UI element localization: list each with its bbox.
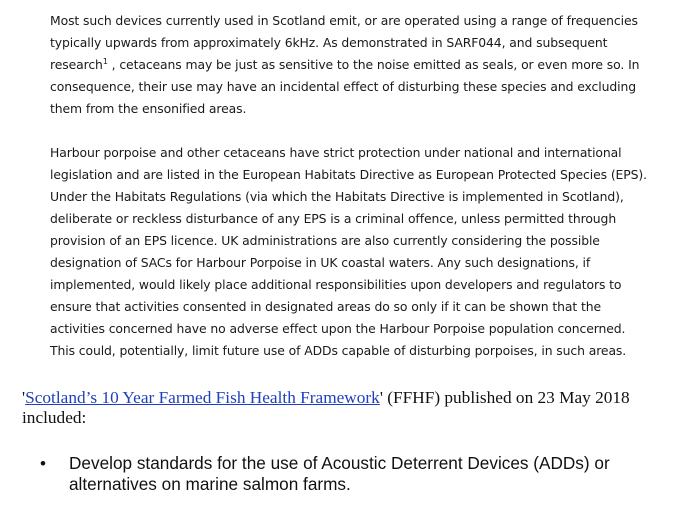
text-line: Harbour porpoise and other cetaceans have strict protection under national and international: [50, 145, 622, 160]
text-line: alternatives on marine salmon farms.: [69, 474, 351, 494]
text-line: Develop standards for the use of Acoustic Deterrent Devices (ADDs) or: [69, 453, 610, 473]
ffhf-paragraph: [22, 388, 672, 428]
text-line: Most such devices currently used in Scotland emit, or are operated using a range of frequencies: [50, 13, 638, 28]
text-line: typically upwards from approximately 6kHz. As demonstrated in SARF044, and subsequent: [50, 35, 608, 50]
text-fragment: ' (FFHF) published on 23 May 2018: [379, 388, 630, 407]
text-line: them from the ensonified areas.: [50, 101, 247, 116]
text-line: deliberate or reckless disturbance of any EPS is a criminal offence, unless permitted through: [50, 211, 617, 226]
list-item: [40, 453, 680, 495]
text-line: This could, potentially, limit future use of ADDs capable of disturbing porpoises, in such areas.: [50, 343, 627, 358]
text-line: implemented, would likely place additional responsibilities upon developers and regulators to: [50, 277, 622, 292]
bullet-marker: •: [40, 454, 46, 473]
text-line: consequence, their use may have an incidental effect of disturbing these species and excluding: [50, 79, 636, 94]
text-line: [22, 388, 672, 408]
text-fragment: research: [50, 57, 103, 72]
ffhf-link[interactable]: Scotland’s 10 Year Farmed Fish Health Framework: [25, 388, 380, 407]
text-line: designation of SACs for Harbour Porpoise in UK coastal waters. Any such designations, if: [50, 255, 591, 270]
excerpt-paragraph-1: [50, 10, 662, 120]
text-line: activities concerned have no adverse effect upon the Harbour Porpoise population concerned.: [50, 321, 626, 336]
text-line: ensure that activities consented in designated areas do so only if it can be shown that the: [50, 299, 602, 314]
text-line: provision of an EPS licence. UK administrations are also currently considering the possible: [50, 233, 600, 248]
text-fragment: , cetaceans may be just as sensitive to the noise emitted as seals, or even more so. In: [107, 57, 640, 72]
text-line: included:: [22, 408, 87, 427]
text-line: [50, 54, 662, 76]
open-quote: ': [22, 388, 26, 407]
text-line: legislation and are listed in the European Habitats Directive as European Protected Species (EPS).: [50, 167, 647, 182]
quoted-excerpt: [50, 10, 662, 362]
bullet-list: [40, 453, 680, 495]
text-line: Under the Habitats Regulations (via which the Habitats Directive is implemented in Scotland),: [50, 189, 624, 204]
excerpt-paragraph-2: [50, 142, 662, 362]
footnote-reference: 1: [102, 56, 108, 66]
